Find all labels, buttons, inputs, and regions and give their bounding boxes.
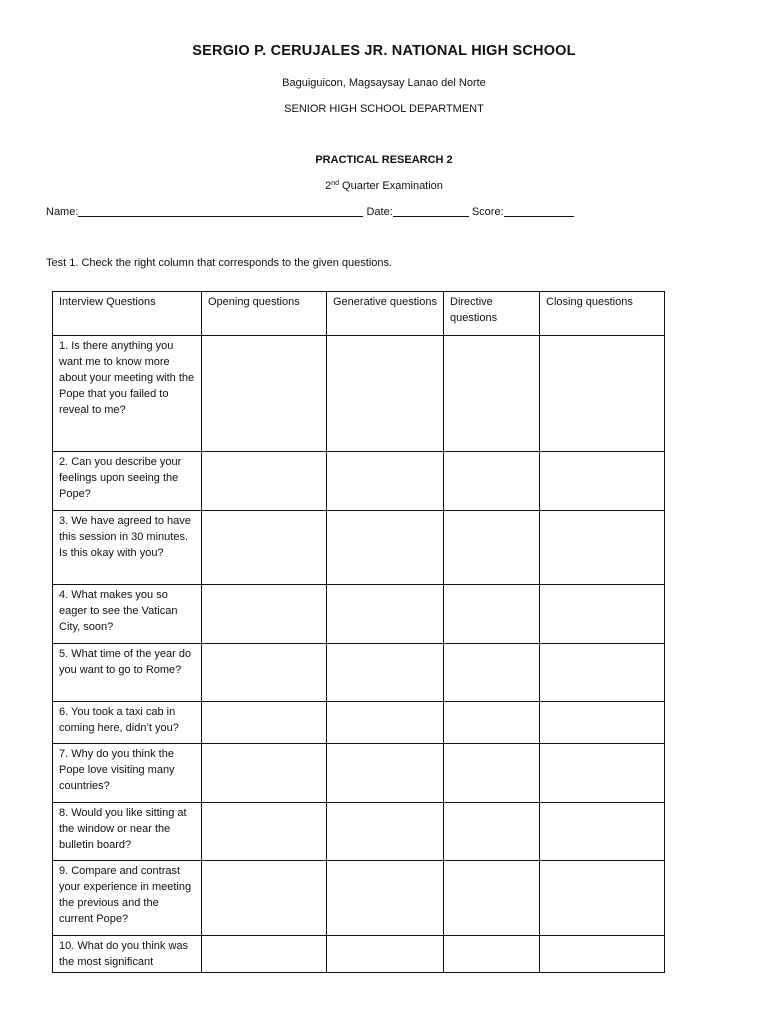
check-cell[interactable] [202, 452, 327, 511]
check-cell[interactable] [540, 861, 665, 936]
check-cell[interactable] [202, 511, 327, 585]
check-cell[interactable] [444, 744, 540, 803]
check-cell[interactable] [444, 644, 540, 702]
check-cell[interactable] [540, 702, 665, 744]
check-cell[interactable] [444, 861, 540, 936]
table-header-row [53, 292, 665, 336]
exam-superscript: nd [331, 180, 339, 187]
table-row [53, 744, 665, 803]
school-name: SERGIO P. CERUJALES JR. NATIONAL HIGH SCHOOL [192, 43, 576, 59]
column-header: Directive questions [444, 292, 540, 336]
check-cell[interactable] [327, 803, 444, 861]
check-cell[interactable] [540, 644, 665, 702]
check-cell[interactable] [327, 585, 444, 644]
check-cell[interactable] [327, 644, 444, 702]
check-cell[interactable] [540, 452, 665, 511]
check-cell[interactable] [444, 803, 540, 861]
table-row [53, 702, 665, 744]
questions-table [52, 291, 665, 973]
check-cell[interactable] [540, 511, 665, 585]
check-cell[interactable] [540, 936, 665, 973]
check-cell[interactable] [202, 336, 327, 452]
check-cell[interactable] [540, 336, 665, 452]
table-row [53, 861, 665, 936]
check-cell[interactable] [327, 511, 444, 585]
table-row [53, 585, 665, 644]
check-cell[interactable] [327, 336, 444, 452]
question-cell: 3. We have agreed to have this session in 30 minutes. Is this okay with you? [53, 511, 202, 585]
column-header: Generative questions [327, 292, 444, 336]
column-header: Opening questions [202, 292, 327, 336]
check-cell[interactable] [540, 744, 665, 803]
question-cell: 1. Is there anything you want me to know more about your meeting with the Pope that you failed to reveal to me? [53, 336, 202, 452]
question-cell: 2. Can you describe your feelings upon seeing the Pope? [53, 452, 202, 511]
exam-ordinal: 2 [325, 180, 332, 192]
subject-title: PRACTICAL RESEARCH 2 [315, 154, 453, 166]
check-cell[interactable] [327, 452, 444, 511]
check-cell[interactable] [202, 803, 327, 861]
check-cell[interactable] [327, 744, 444, 803]
check-cell[interactable] [202, 585, 327, 644]
check-cell[interactable] [444, 702, 540, 744]
check-cell[interactable] [444, 936, 540, 973]
column-header: Closing questions [540, 292, 665, 336]
school-address: Baguiguicon, Magsaysay Lanao del Norte [282, 77, 486, 89]
table-row [53, 644, 665, 702]
question-cell: 10. What do you think was the most significant [53, 936, 202, 973]
score-blank[interactable] [504, 205, 574, 217]
test-instruction: Test 1. Check the right column that corresponds to the given questions. [46, 257, 393, 269]
table-row [53, 452, 665, 511]
question-cell: 8. Would you like sitting at the window or near the bulletin board? [53, 803, 202, 861]
exam-rest: Quarter Examination [338, 180, 443, 192]
check-cell[interactable] [327, 936, 444, 973]
column-header: Interview Questions [53, 292, 202, 336]
table-row [53, 936, 665, 973]
check-cell[interactable] [202, 861, 327, 936]
check-cell[interactable] [202, 644, 327, 702]
table-row [53, 803, 665, 861]
check-cell[interactable] [202, 936, 327, 973]
exam-title [0, 180, 768, 192]
check-cell[interactable] [540, 585, 665, 644]
check-cell[interactable] [540, 803, 665, 861]
name-blank[interactable] [78, 205, 363, 217]
table-row [53, 336, 665, 452]
check-cell[interactable] [444, 452, 540, 511]
question-cell: 9. Compare and contrast your experience in meeting the previous and the current Pope? [53, 861, 202, 936]
check-cell[interactable] [444, 336, 540, 452]
check-cell[interactable] [202, 744, 327, 803]
date-label: Date: [366, 206, 393, 218]
check-cell[interactable] [444, 511, 540, 585]
question-cell: 7. Why do you think the Pope love visiting many countries? [53, 744, 202, 803]
question-cell: 6. You took a taxi cab in coming here, didn’t you? [53, 702, 202, 744]
check-cell[interactable] [444, 585, 540, 644]
name-label: Name: [46, 206, 79, 218]
score-label: Score: [471, 206, 504, 218]
table-row [53, 511, 665, 585]
department: SENIOR HIGH SCHOOL DEPARTMENT [284, 103, 484, 115]
check-cell[interactable] [327, 702, 444, 744]
question-cell: 4. What makes you so eager to see the Vatican City, soon? [53, 585, 202, 644]
date-blank[interactable] [393, 205, 469, 217]
check-cell[interactable] [202, 702, 327, 744]
student-info-line [46, 205, 574, 218]
question-cell: 5. What time of the year do you want to go to Rome? [53, 644, 202, 702]
check-cell[interactable] [327, 861, 444, 936]
